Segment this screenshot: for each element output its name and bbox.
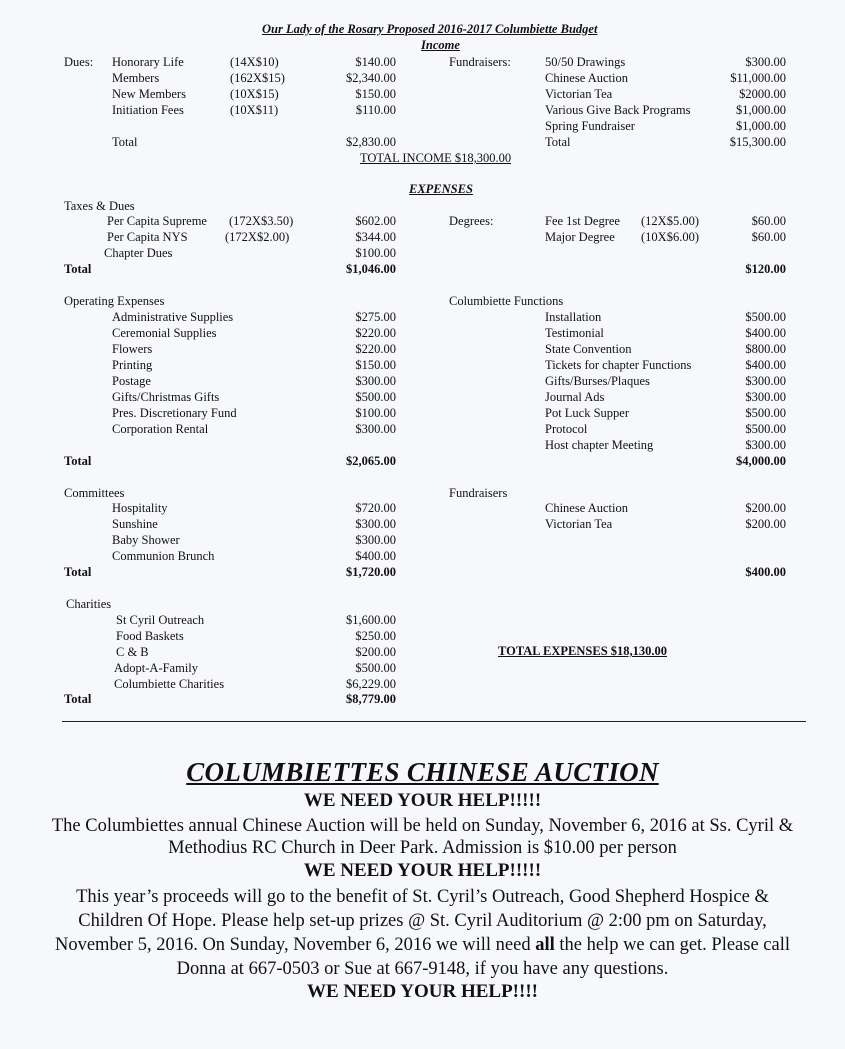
charity-item-amount: $250.00	[355, 629, 396, 643]
dues-total-label: Total	[112, 135, 138, 149]
dues-item-calc: (162X$15)	[230, 71, 285, 85]
charities-total-label: Total	[64, 692, 92, 706]
committees-label: Committees	[64, 486, 125, 500]
taxes-item-name: Chapter Dues	[104, 246, 173, 260]
operating-item-amount: $500.00	[355, 390, 396, 404]
function-item-name: Installation	[545, 310, 602, 324]
degree-item-calc: (10X$6.00)	[641, 230, 699, 244]
fundraiser-item-amount: $1,000.00	[736, 119, 786, 133]
auction-text-line: The Columbiettes annual Chinese Auction will be held on Sunday, November 6, 2016 at Ss. Cyril &	[51, 816, 794, 836]
function-item-amount: $500.00	[745, 422, 786, 436]
fundraiser-item-amount: $1,000.00	[736, 103, 786, 117]
operating-item-name: Flowers	[112, 342, 153, 356]
fundraiser-item-name: 50/50 Drawings	[545, 55, 626, 69]
committee-item-name: Sunshine	[112, 517, 158, 531]
committee-item-amount: $300.00	[355, 533, 396, 547]
help-banner: WE NEED YOUR HELP!!!!!	[303, 860, 542, 881]
fundraiser-item-name: Various Give Back Programs	[545, 103, 691, 117]
dues-item-amount: $140.00	[355, 55, 396, 69]
function-item-amount: $400.00	[745, 326, 786, 340]
function-item-amount: $300.00	[745, 374, 786, 388]
dues-item-calc: (14X$10)	[230, 55, 279, 69]
fundraiser-item-amount: $2000.00	[739, 87, 786, 101]
budget-title: Our Lady of the Rosary Proposed 2016-2017 Columbiette Budget	[262, 22, 598, 36]
taxes-item-amount: $344.00	[355, 230, 396, 244]
fundraiser-expense-item-amount: $200.00	[745, 517, 786, 531]
dues-item-amount: $2,340.00	[346, 71, 396, 85]
dues-item-name: Initiation Fees	[112, 103, 184, 117]
operating-item-amount: $275.00	[355, 310, 396, 324]
dues-item-name: New Members	[112, 87, 186, 101]
charity-item-amount: $200.00	[355, 645, 396, 659]
degrees-total: $120.00	[745, 262, 786, 276]
taxes-total-label: Total	[64, 262, 92, 276]
fundraiser-item-amount: $300.00	[745, 55, 786, 69]
degree-item-amount: $60.00	[751, 230, 786, 244]
operating-total: $2,065.00	[346, 454, 396, 468]
charity-item-name: C & B	[116, 645, 149, 659]
fundraisers-expense-label: Fundraisers	[449, 486, 508, 500]
committee-item-amount: $400.00	[355, 549, 396, 563]
taxes-total: $1,046.00	[346, 262, 396, 276]
operating-item-name: Printing	[112, 358, 153, 372]
auction-text-line	[0, 934, 845, 956]
degree-item-amount: $60.00	[751, 214, 786, 228]
committee-item-name: Communion Brunch	[112, 549, 215, 563]
degree-item-calc: (12X$5.00)	[641, 214, 699, 228]
function-item-name: Testimonial	[545, 326, 604, 340]
fundraiser-item-name: Chinese Auction	[545, 71, 628, 85]
function-item-amount: $300.00	[745, 390, 786, 404]
taxes-item-amount: $100.00	[355, 246, 396, 260]
fundraisers-expense-total: $400.00	[745, 565, 786, 579]
auction-text-segment: November 5, 2016. On Sunday, November 6, 2016 we will need	[54, 935, 536, 955]
charity-item-name: Columbiette Charities	[114, 677, 225, 691]
function-item-name: Pot Luck Supper	[545, 406, 630, 420]
fundraiser-item-name: Spring Fundraiser	[545, 119, 635, 133]
committees-total: $1,720.00	[346, 565, 396, 579]
degree-item-name: Fee 1st Degree	[545, 214, 620, 228]
charity-item-name: Adopt-A-Family	[114, 661, 199, 675]
function-item-name: Tickets for chapter Functions	[545, 358, 692, 372]
operating-item-amount: $150.00	[355, 358, 396, 372]
fundraisers-income-label: Fundraisers:	[449, 55, 511, 69]
charity-item-amount: $6,229.00	[346, 677, 396, 691]
dues-item-calc: (10X$15)	[230, 87, 279, 101]
function-item-amount: $400.00	[745, 358, 786, 372]
committee-item-name: Hospitality	[112, 501, 168, 515]
taxes-item-name: Per Capita NYS	[107, 230, 188, 244]
charity-item-amount: $1,600.00	[346, 613, 396, 627]
dues-total: $2,830.00	[346, 135, 396, 149]
total-income: TOTAL INCOME $18,300.00	[360, 151, 512, 165]
function-item-amount: $500.00	[745, 406, 786, 420]
operating-item-amount: $220.00	[355, 326, 396, 340]
taxes-label: Taxes & Dues	[64, 199, 135, 213]
degrees-label: Degrees:	[449, 214, 494, 228]
fundraiser-item-name: Victorian Tea	[545, 87, 613, 101]
operating-total-label: Total	[64, 454, 92, 468]
committees-total-label: Total	[64, 565, 92, 579]
operating-item-amount: $300.00	[355, 374, 396, 388]
taxes-item-name: Per Capita Supreme	[107, 214, 207, 228]
section-divider	[62, 721, 806, 722]
function-item-name: State Convention	[545, 342, 632, 356]
committee-item-name: Baby Shower	[112, 533, 180, 547]
charities-total: $8,779.00	[346, 692, 396, 706]
help-banner: WE NEED YOUR HELP!!!!	[307, 981, 538, 1002]
operating-item-amount: $220.00	[355, 342, 396, 356]
operating-label: Operating Expenses	[64, 294, 165, 308]
function-item-name: Gifts/Burses/Plaques	[545, 374, 650, 388]
auction-text-line: Children Of Hope. Please help set-up prizes @ St. Cyril Auditorium @ 2:00 pm on Saturday,	[78, 911, 767, 931]
committee-item-amount: $720.00	[355, 501, 396, 515]
operating-item-name: Postage	[112, 374, 151, 388]
auction-text-line: Donna at 667-0503 or Sue at 667-9148, if you have any questions.	[176, 959, 669, 979]
fundraisers-income-total-label: Total	[545, 135, 571, 149]
taxes-item-calc: (172X$2.00)	[225, 230, 290, 244]
operating-item-amount: $100.00	[355, 406, 396, 420]
charity-item-amount: $500.00	[355, 661, 396, 675]
fundraiser-expense-item-name: Chinese Auction	[545, 501, 628, 515]
charity-item-name: St Cyril Outreach	[116, 613, 205, 627]
dues-label: Dues:	[64, 55, 94, 69]
function-item-amount: $500.00	[745, 310, 786, 324]
dues-item-amount: $110.00	[355, 103, 396, 117]
total-expenses: TOTAL EXPENSES $18,130.00	[498, 644, 668, 658]
function-item-name: Host chapter Meeting	[545, 438, 654, 452]
fundraiser-item-amount: $11,000.00	[730, 71, 786, 85]
taxes-item-amount: $602.00	[355, 214, 396, 228]
dues-item-amount: $150.00	[355, 87, 396, 101]
operating-item-name: Corporation Rental	[112, 422, 209, 436]
auction-title: COLUMBIETTES CHINESE AUCTION	[186, 757, 659, 787]
help-banner: WE NEED YOUR HELP!!!!!	[303, 790, 542, 811]
function-item-amount: $300.00	[745, 438, 786, 452]
operating-item-name: Administrative Supplies	[112, 310, 234, 324]
operating-item-amount: $300.00	[355, 422, 396, 436]
expenses-header: EXPENSES	[409, 182, 473, 196]
auction-text-emphasis: all	[535, 935, 555, 955]
charity-item-name: Food Baskets	[116, 629, 184, 643]
functions-total: $4,000.00	[736, 454, 786, 468]
operating-item-name: Ceremonial Supplies	[112, 326, 217, 340]
auction-text-line: This year’s proceeds will go to the benefit of St. Cyril’s Outreach, Good Shepherd Hospice &	[76, 887, 769, 907]
committee-item-amount: $300.00	[355, 517, 396, 531]
functions-label: Columbiette Functions	[449, 294, 564, 308]
fundraiser-expense-item-name: Victorian Tea	[545, 517, 613, 531]
dues-item-calc: (10X$11)	[230, 103, 279, 117]
auction-text-line: Methodius RC Church in Deer Park. Admission is $10.00 per person	[168, 838, 677, 858]
degree-item-name: Major Degree	[545, 230, 615, 244]
operating-item-name: Gifts/Christmas Gifts	[112, 390, 220, 404]
income-header: Income	[421, 38, 460, 52]
function-item-amount: $800.00	[745, 342, 786, 356]
taxes-item-calc: (172X$3.50)	[229, 214, 294, 228]
dues-item-name: Honorary Life	[112, 55, 184, 69]
function-item-name: Journal Ads	[545, 390, 605, 404]
charities-label: Charities	[66, 597, 112, 611]
operating-item-name: Pres. Discretionary Fund	[112, 406, 237, 420]
auction-text-segment: the help we can get. Please call	[554, 935, 791, 955]
function-item-name: Protocol	[545, 422, 588, 436]
dues-item-name: Members	[112, 71, 160, 85]
fundraiser-expense-item-amount: $200.00	[745, 501, 786, 515]
fundraisers-income-total: $15,300.00	[729, 135, 786, 149]
